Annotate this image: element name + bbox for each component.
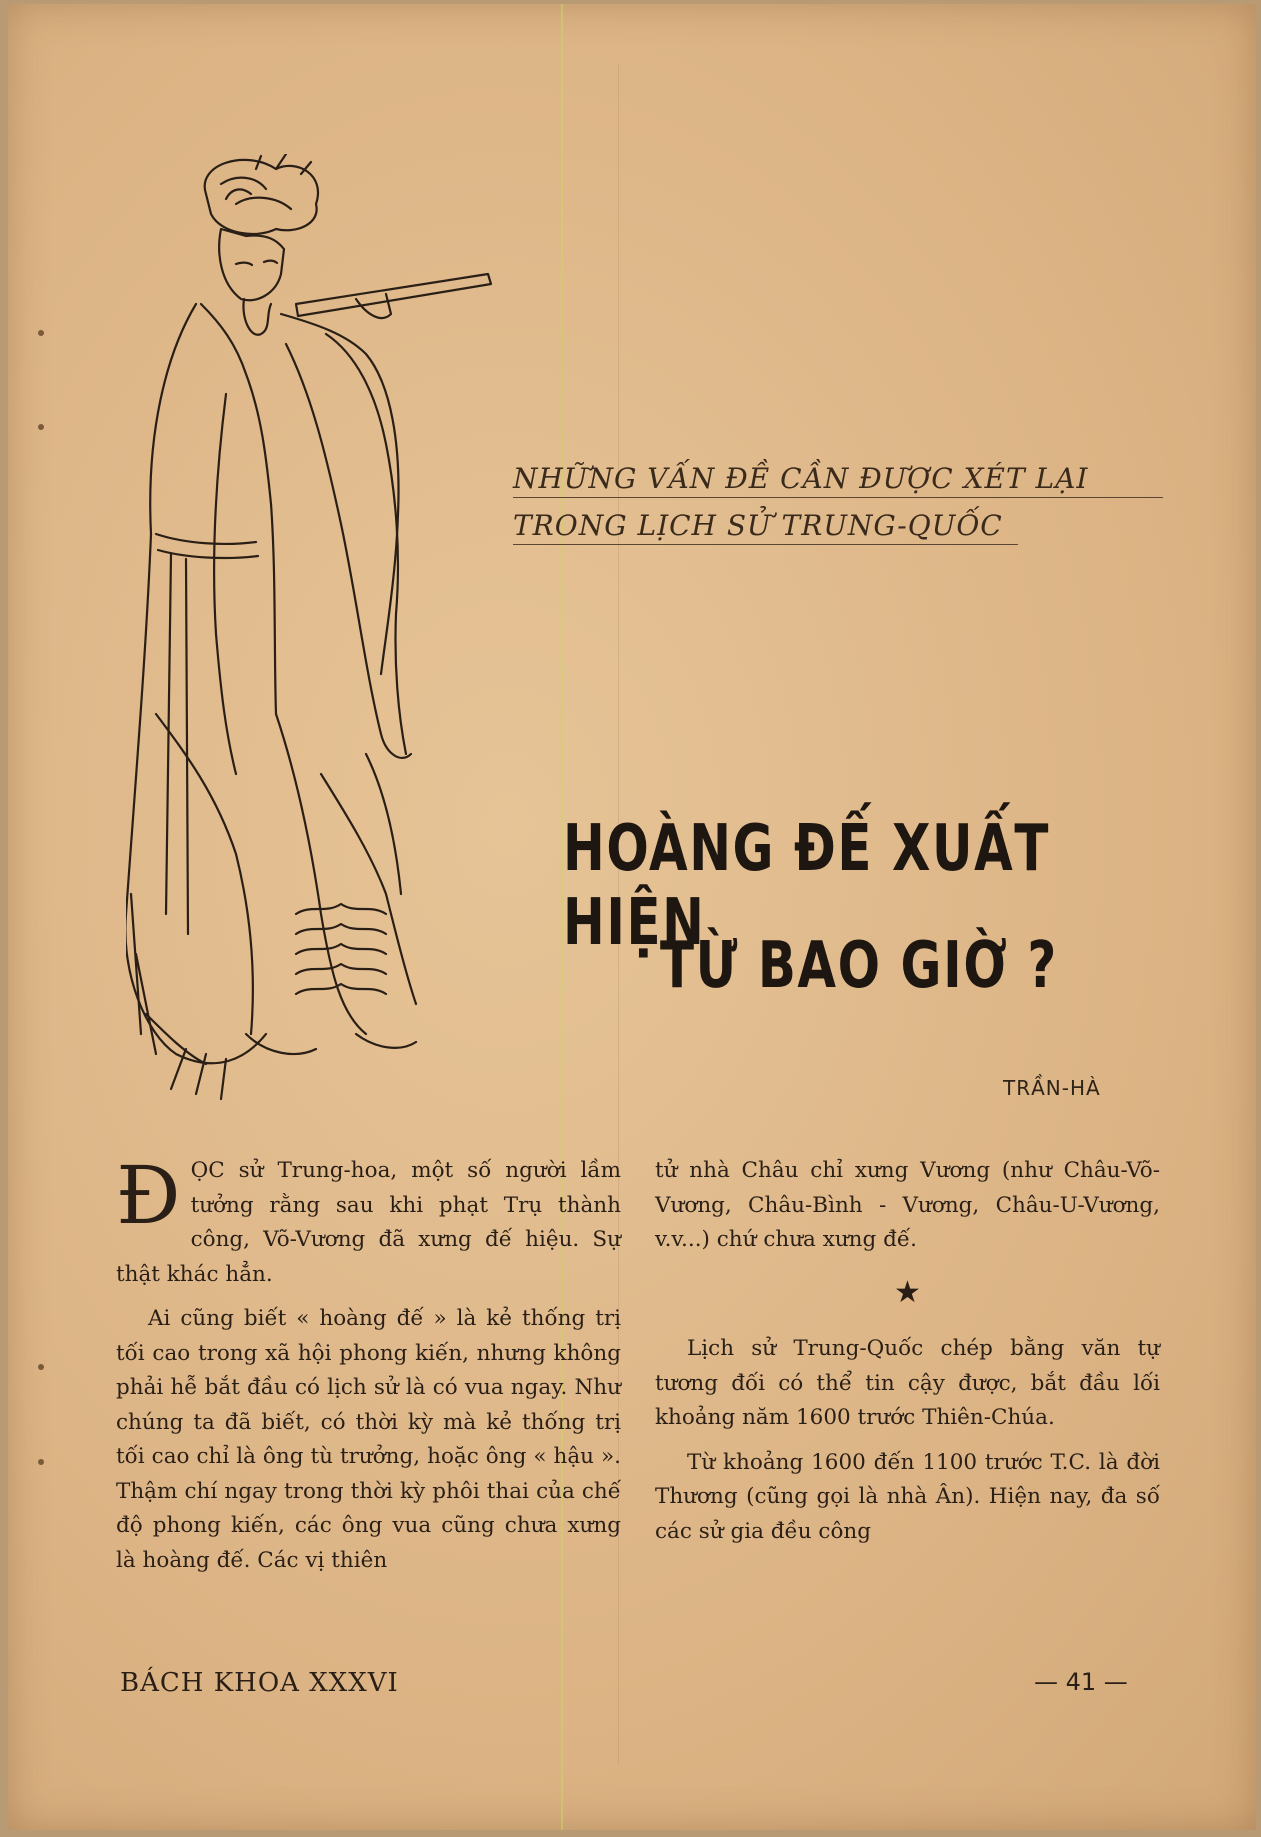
article-author: TRẦN-HÀ	[1003, 1076, 1101, 1100]
paragraph: Ai cũng biết « hoàng đế » là kẻ thống trị tối cao trong xã hội phong kiến, nhưng không phải hễ bắt đầu có lịch sử là có vua ngay. Như chúng ta đã biết, có thời kỳ mà kẻ thống trị tối cao chỉ là ông tù trưởng, hoặc ông « hậu ». Thậm chí ngay trong thời kỳ phôi thai của chế độ phong kiến, các ông vua cũng chưa xưng là hoàng đế. Các vị thiên	[116, 1306, 621, 1573]
punch-hole	[38, 330, 44, 336]
publication-name: BÁCH KHOA XXXVI	[120, 1668, 399, 1698]
paragraph: tử nhà Châu chỉ xưng Vương (như Châu-Võ-Vương, Châu-Bình - Vương, Châu-U-Vương, v.v...) chứ chưa xưng đế.	[655, 1158, 1160, 1252]
paragraph: Từ khoảng 1600 đến 1100 trước T.C. là đời Thương (cũng gọi là nhà Ân). Hiện nay, đa số các sử gia đều công	[655, 1449, 1160, 1544]
kicker-line-1: NHỮNG VẤN ĐỀ CẦN ĐƯỢC XÉT LẠI	[513, 462, 1163, 498]
star-separator-icon: ★	[894, 1274, 921, 1310]
punch-hole	[38, 1459, 44, 1465]
emperor-illustration	[126, 154, 496, 1104]
kicker-line-2: TRONG LỊCH SỬ TRUNG-QUỐC	[513, 509, 1018, 545]
article-title-line-1: HOÀNG ĐẾ XUẤT HIỆN	[563, 812, 1050, 960]
drop-cap: Đ	[116, 1149, 181, 1242]
left-column	[116, 1149, 621, 1588]
punch-hole	[38, 424, 44, 430]
article-title-line-2: TỪ BAO GIỜ ?	[660, 929, 1058, 1003]
paragraph: Lịch sử Trung-Quốc chép bằng văn tự tương đối có thể tin cậy được, bắt đầu lối khoảng năm 1600 trước Thiên-Chúa.	[655, 1336, 1160, 1430]
page-number: — 41 —	[1034, 1668, 1128, 1696]
right-column	[655, 1154, 1160, 1559]
punch-hole	[38, 1364, 44, 1370]
paragraph	[116, 1149, 621, 1292]
magazine-page	[8, 4, 1256, 1830]
paragraph-text: ỌC sử Trung-hoa, một số người lầm tưởng rằng sau khi phạt Trụ thành công, Võ-Vương đã xưng đế hiệu. Sự thật khác hẳn.	[116, 1158, 621, 1287]
